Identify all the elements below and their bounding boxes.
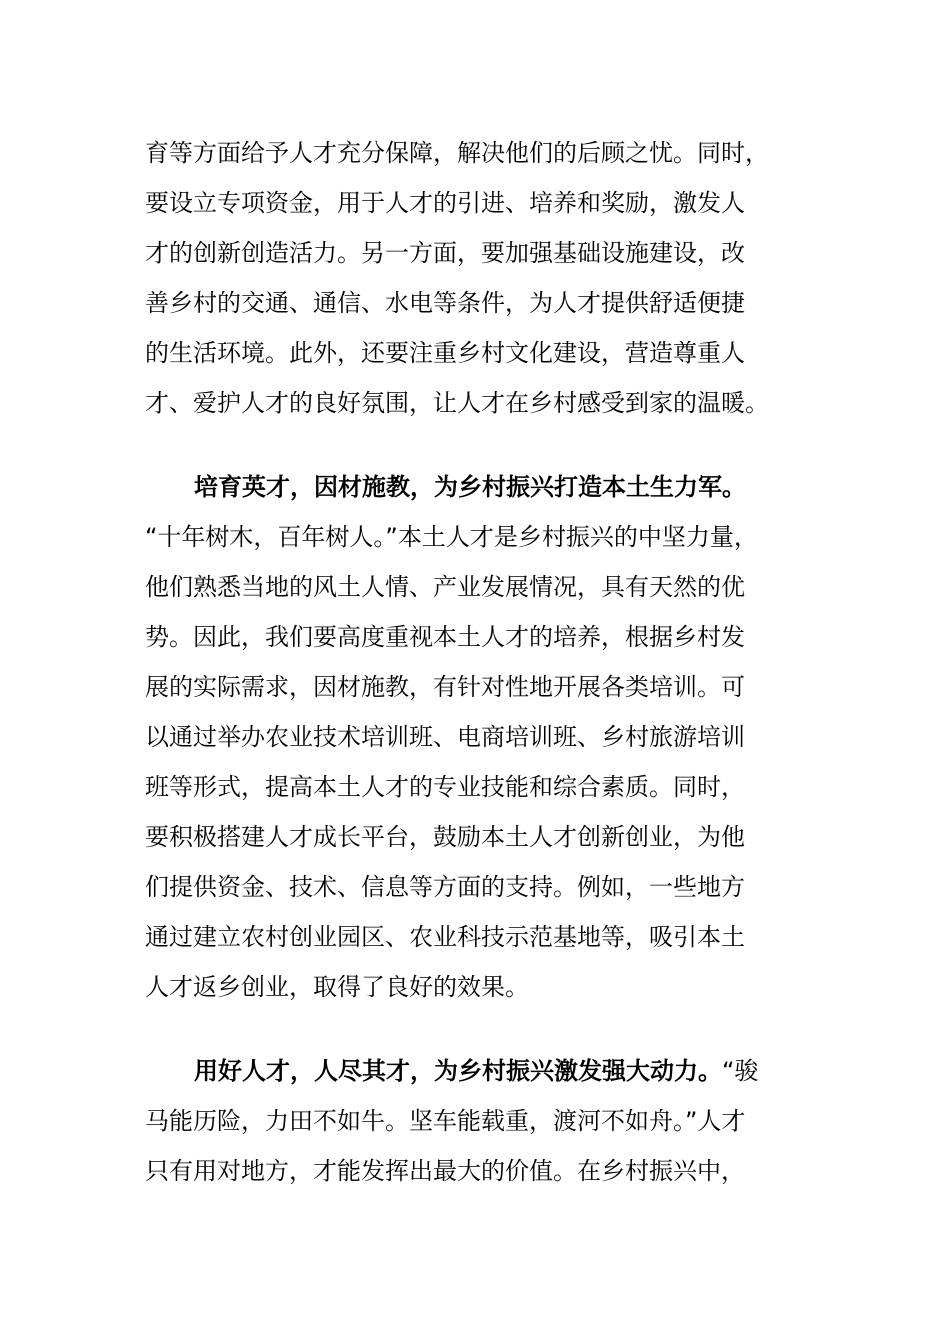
body-line: 展的实际需求，因材施教，有针对性地开展各类培训。可 bbox=[145, 673, 745, 701]
body-line: 班等形式，提高本土人才的专业技能和综合素质。同时， bbox=[145, 773, 745, 801]
body-line: 善乡村的交通、通信、水电等条件，为人才提供舒适便捷 bbox=[145, 289, 745, 317]
body-line: 们提供资金、技术、信息等方面的支持。例如，一些地方 bbox=[145, 873, 745, 901]
section-heading: 用好人才，人尽其才，为乡村振兴激发强大动力。 bbox=[194, 1057, 722, 1085]
section-heading-line bbox=[194, 1046, 758, 1096]
body-line: 马能历险，力田不如牛。坚车能载重，渡河不如舟。”人才 bbox=[145, 1107, 746, 1135]
body-line: 通过建立农村创业园区、农业科技示范基地等，吸引本土 bbox=[145, 923, 745, 951]
body-line: 势。因此，我们要高度重视本土人才的培养，根据乡村发 bbox=[145, 623, 745, 651]
body-line: 要积极搭建人才成长平台，鼓励本土人才创新创业，为他 bbox=[145, 823, 745, 851]
section-heading: 培育英才，因材施教，为乡村振兴打造本土生力军。 bbox=[194, 473, 746, 501]
body-line: 才、爱护人才的良好氛围，让人才在乡村感受到家的温暖。 bbox=[145, 389, 769, 417]
body-line: 育等方面给予人才充分保障，解决他们的后顾之忧。同时， bbox=[145, 139, 769, 167]
heading-tail: “骏 bbox=[722, 1057, 759, 1085]
body-line: 人才返乡创业，取得了良好的效果。 bbox=[145, 973, 529, 1001]
body-line: 的生活环境。此外，还要注重乡村文化建设，营造尊重人 bbox=[145, 339, 745, 367]
body-line: 他们熟悉当地的风土人情、产业发展情况，具有天然的优 bbox=[145, 573, 745, 601]
body-line: 要设立专项资金，用于人才的引进、培养和奖励，激发人 bbox=[145, 189, 745, 217]
body-line: 才的创新创造活力。另一方面，要加强基础设施建设，改 bbox=[145, 239, 745, 267]
body-line: “十年树木，百年树人。”本土人才是乡村振兴的中坚力量， bbox=[145, 523, 758, 551]
body-line: 以通过举办农业技术培训班、电商培训班、乡村旅游培训 bbox=[145, 723, 745, 751]
body-line: 只有用对地方，才能发挥出最大的价值。在乡村振兴中， bbox=[145, 1157, 745, 1185]
